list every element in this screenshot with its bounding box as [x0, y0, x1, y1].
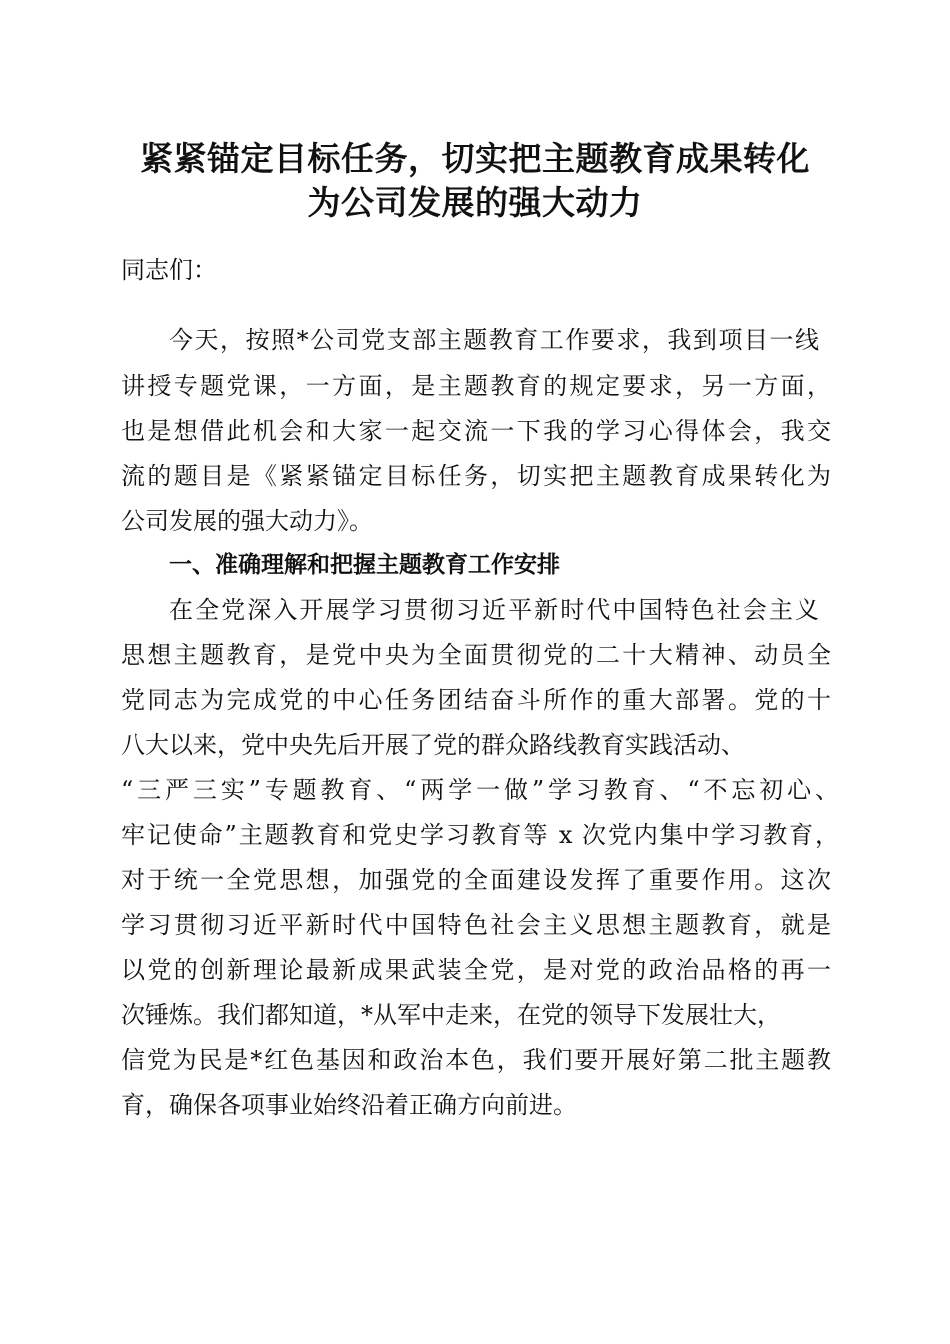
body-line-10: 次锤炼。我们都知道，*从军中走来，在党的领导下发展壮大，	[121, 1001, 781, 1029]
intro-line-5: 公司发展的强大动力》。	[121, 507, 373, 535]
intro-line-3: 也是想借此机会和大家一起交流一下我的学习心得体会，我交	[121, 417, 831, 445]
body-line-3: 党同志为完成党的中心任务团结奋斗所作的重大部署。党的十	[121, 686, 831, 714]
body-line-5: “三严三实”专题教育、“两学一做”学习教育、“不忘初心、	[121, 776, 839, 804]
body-line-7: 对于统一全党思想，加强党的全面建设发挥了重要作用。这次	[121, 866, 831, 894]
body-line-11: 信党为民是*红色基因和政治本色，我们要开展好第二批主题教	[121, 1046, 831, 1074]
document-title-line-2: 为公司发展的强大动力	[307, 183, 643, 222]
body-line-12: 育，确保各项事业始终沿着正确方向前进。	[121, 1091, 577, 1119]
intro-line-4: 流的题目是《紧紧锚定目标任务，切实把主题教育成果转化为	[121, 462, 831, 490]
intro-line-1: 今天，按照*公司党支部主题教育工作要求，我到项目一线	[169, 326, 819, 354]
salutation: 同志们：	[121, 256, 217, 284]
document-title-line-1: 紧紧锚定目标任务，切实把主题教育成果转化	[140, 139, 810, 178]
intro-line-2: 讲授专题党课，一方面，是主题教育的规定要求，另一方面，	[121, 372, 831, 400]
body-line-9: 以党的创新理论最新成果武装全党，是对党的政治品格的再一	[121, 956, 831, 984]
body-line-1: 在全党深入开展学习贯彻习近平新时代中国特色社会主义	[169, 596, 819, 624]
section-heading: 一、准确理解和把握主题教育工作安排	[169, 552, 560, 578]
body-line-8: 学习贯彻习近平新时代中国特色社会主义思想主题教育，就是	[121, 911, 831, 939]
body-line-2: 思想主题教育，是党中央为全面贯彻党的二十大精神、动员全	[121, 641, 831, 669]
body-line-4: 八大以来，党中央先后开展了党的群众路线教育实践活动、	[121, 731, 745, 759]
body-line-6: 牢记使命”主题教育和党史学习教育等 x 次党内集中学习教育，	[121, 821, 839, 849]
